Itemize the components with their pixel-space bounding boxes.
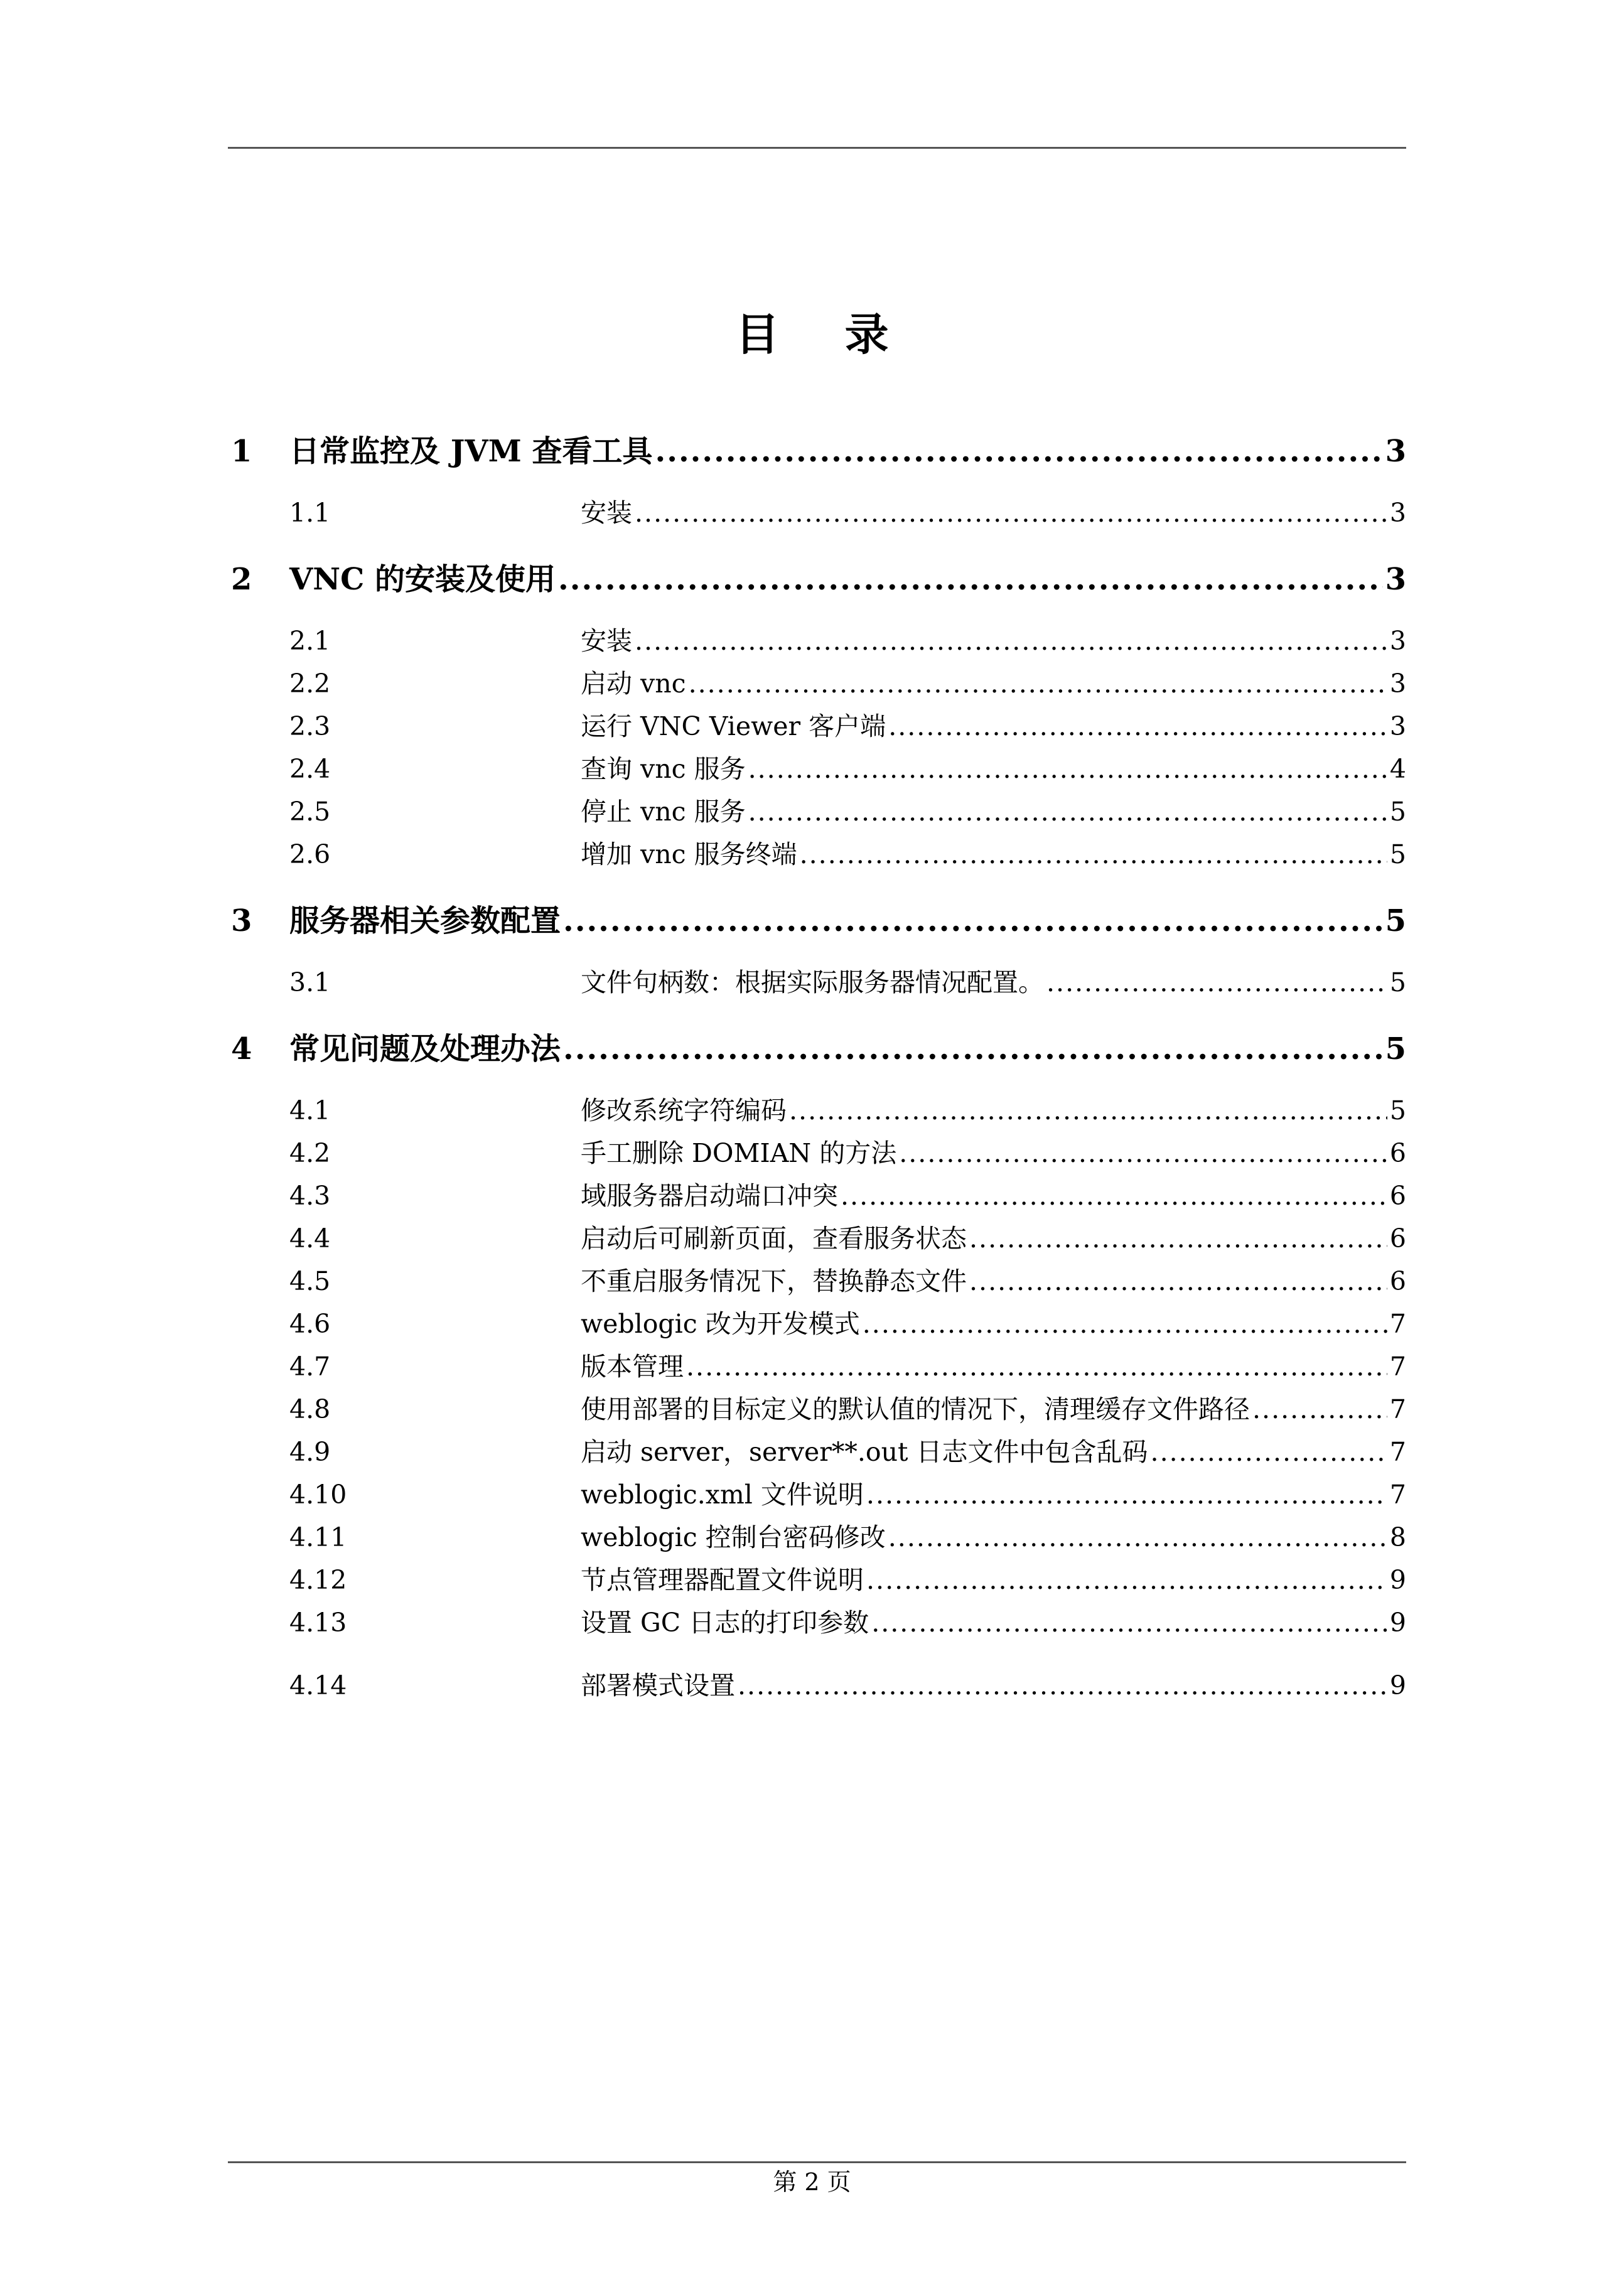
toc-page: 5 (1385, 1031, 1406, 1067)
toc-page: 7 (1389, 1480, 1406, 1510)
toc-number: 2.5 (289, 797, 331, 827)
toc-leader (841, 1181, 1387, 1211)
toc-number: 2 (231, 562, 252, 597)
toc-leader (888, 1522, 1387, 1552)
toc-entry-4[interactable] (228, 1024, 1406, 1067)
toc-leader (635, 498, 1387, 528)
toc-text: 查询 vnc 服务 (581, 754, 746, 784)
toc-entry-2-5[interactable] (228, 791, 1406, 829)
toc-leader (969, 1223, 1387, 1254)
toc-page: 5 (1389, 967, 1406, 997)
toc-page: 6 (1389, 1223, 1406, 1254)
toc-page: 9 (1389, 1608, 1406, 1638)
toc-entry-2[interactable] (228, 555, 1406, 597)
toc-entry-2-4[interactable] (228, 748, 1406, 786)
toc-text: 增加 vnc 服务终端 (581, 839, 797, 869)
toc-text: 日常监控及 JVM 查看工具 (289, 434, 653, 469)
toc-number: 2.1 (289, 626, 331, 656)
toc-number: 4.14 (289, 1670, 347, 1701)
toc-text: 停止 vnc 服务 (581, 797, 746, 827)
toc-page: 7 (1389, 1309, 1406, 1339)
toc-number: 2.6 (289, 839, 331, 869)
toc-leader (686, 1352, 1387, 1382)
toc-entry-2-3[interactable] (228, 706, 1406, 743)
toc-leader (888, 711, 1387, 741)
toc-number: 4.3 (289, 1181, 331, 1211)
toc-text: 安装 (581, 498, 632, 528)
toc-page: 3 (1385, 434, 1406, 469)
footer-rule (228, 2161, 1406, 2163)
toc-entry-2-1[interactable] (228, 620, 1406, 658)
toc-entry-4-1[interactable] (228, 1090, 1406, 1127)
toc-entry-4-4[interactable] (228, 1218, 1406, 1255)
toc-text: 版本管理 (581, 1352, 684, 1382)
toc-title: 目 录 (735, 308, 914, 360)
toc-entry-4-7[interactable] (228, 1346, 1406, 1384)
toc-entry-4-9[interactable] (228, 1431, 1406, 1469)
toc-leader (635, 626, 1387, 656)
toc-text: 启动后可刷新页面，查看服务状态 (581, 1223, 967, 1254)
toc-number: 4.5 (289, 1266, 331, 1296)
toc-page: 9 (1389, 1565, 1406, 1595)
toc-entry-4-11[interactable] (228, 1517, 1406, 1554)
toc-number: 4.9 (289, 1437, 331, 1467)
toc-leader (866, 1480, 1387, 1510)
toc-entry-2-2[interactable] (228, 663, 1406, 701)
toc-page: 7 (1389, 1352, 1406, 1382)
toc-page: 3 (1389, 711, 1406, 741)
toc-page: 9 (1389, 1670, 1406, 1701)
toc-text: 启动 vnc (581, 669, 686, 699)
toc-entry-4-13[interactable] (228, 1602, 1406, 1640)
toc-text: 部署模式设置 (581, 1670, 735, 1701)
toc-text: weblogic.xml 文件说明 (581, 1480, 864, 1510)
toc-number: 4.8 (289, 1394, 331, 1424)
toc-number: 4.6 (289, 1309, 331, 1339)
toc-entry-4-10[interactable] (228, 1474, 1406, 1512)
toc-text: 节点管理器配置文件说明 (581, 1565, 864, 1595)
toc-number: 1.1 (289, 498, 331, 528)
toc-page: 5 (1389, 839, 1406, 869)
toc-text: 使用部署的目标定义的默认值的情况下，清理缓存文件路径 (581, 1394, 1250, 1424)
toc-entry-4-2[interactable] (228, 1132, 1406, 1170)
toc-page: 6 (1389, 1138, 1406, 1168)
toc-text: 服务器相关参数配置 (289, 903, 561, 938)
toc-page: 3 (1389, 669, 1406, 699)
toc-text: 域服务器启动端口冲突 (581, 1181, 838, 1211)
toc-entry-1-1[interactable] (228, 492, 1406, 530)
toc-number: 3.1 (289, 967, 331, 997)
toc-leader (863, 1309, 1387, 1339)
toc-leader (1151, 1437, 1387, 1467)
toc-leader (899, 1138, 1387, 1168)
toc-number: 4.7 (289, 1352, 331, 1382)
toc-leader (1046, 967, 1387, 997)
toc-text: VNC 的安装及使用 (289, 562, 556, 597)
toc-number: 4.1 (289, 1095, 331, 1126)
header-rule (228, 147, 1406, 149)
toc-entry-4-5[interactable] (228, 1260, 1406, 1298)
toc-page: 7 (1389, 1437, 1406, 1467)
toc-number: 4.12 (289, 1565, 347, 1595)
toc-page: 5 (1385, 903, 1406, 938)
toc-text: 修改系统字符编码 (581, 1095, 787, 1126)
toc-leader (871, 1608, 1387, 1638)
toc-text: 设置 GC 日志的打印参数 (581, 1608, 869, 1638)
toc-entry-3-1[interactable] (228, 962, 1406, 999)
toc-number: 2.4 (289, 754, 331, 784)
toc-leader (738, 1670, 1387, 1701)
toc-text: 手工删除 DOMIAN 的方法 (581, 1138, 897, 1168)
toc-page: 4 (1389, 754, 1406, 784)
toc-leader (800, 839, 1387, 869)
toc-leader (655, 434, 1383, 469)
toc-leader (866, 1565, 1387, 1595)
toc-entry-4-14[interactable] (228, 1665, 1406, 1702)
toc-page: 7 (1389, 1394, 1406, 1424)
toc-entry-4-8[interactable] (228, 1389, 1406, 1426)
toc-entry-3[interactable] (228, 896, 1406, 938)
toc-number: 3 (231, 903, 252, 938)
toc-text: 常见问题及处理办法 (289, 1031, 561, 1067)
toc-leader (789, 1095, 1387, 1126)
toc-leader (563, 1031, 1383, 1067)
toc-text: 安装 (581, 626, 632, 656)
toc-page: 3 (1389, 498, 1406, 528)
toc-number: 4.13 (289, 1608, 347, 1638)
toc-number: 4.2 (289, 1138, 331, 1168)
page-footer: 第 2 页 (773, 2168, 851, 2196)
toc-page: 3 (1389, 626, 1406, 656)
toc-page: 5 (1389, 797, 1406, 827)
toc-page: 8 (1389, 1522, 1406, 1552)
toc-number: 4.11 (289, 1522, 347, 1552)
toc-text: weblogic 改为开发模式 (581, 1309, 860, 1339)
toc-page: 6 (1389, 1266, 1406, 1296)
toc-number: 1 (231, 434, 252, 469)
toc-entry-4-12[interactable] (228, 1559, 1406, 1597)
toc-entry-1[interactable] (228, 427, 1406, 469)
toc-text: 运行 VNC Viewer 客户端 (581, 711, 886, 741)
toc-page: 3 (1385, 562, 1406, 597)
toc-leader (558, 562, 1383, 597)
toc-number: 4 (231, 1031, 252, 1067)
toc-page: 6 (1389, 1181, 1406, 1211)
toc-entry-2-6[interactable] (228, 834, 1406, 871)
toc-number: 2.3 (289, 711, 331, 741)
toc-text: 不重启服务情况下，替换静态文件 (581, 1266, 967, 1296)
toc-number: 4.10 (289, 1480, 347, 1510)
toc-number: 2.2 (289, 669, 331, 699)
toc-leader (748, 797, 1387, 827)
toc-leader (969, 1266, 1387, 1296)
toc-text: weblogic 控制台密码修改 (581, 1522, 886, 1552)
toc-number: 4.4 (289, 1223, 331, 1254)
toc-text: 启动 server，server**.out 日志文件中包含乱码 (581, 1437, 1148, 1467)
toc-leader (748, 754, 1387, 784)
toc-page: 5 (1389, 1095, 1406, 1126)
toc-text: 文件句柄数：根据实际服务器情况配置。 (581, 967, 1044, 997)
toc-leader (563, 903, 1383, 938)
toc-leader (1252, 1394, 1387, 1424)
toc-entry-4-6[interactable] (228, 1303, 1406, 1341)
toc-entry-4-3[interactable] (228, 1175, 1406, 1213)
toc-leader (689, 669, 1387, 699)
